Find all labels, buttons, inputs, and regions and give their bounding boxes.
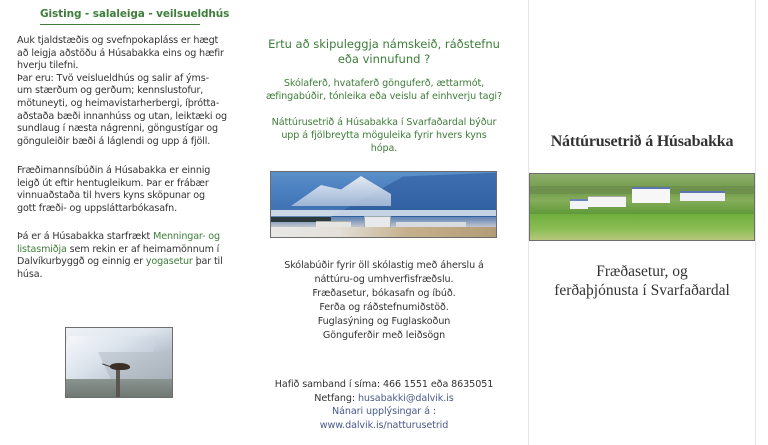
bird-photo [65,327,173,398]
text-line: Skólaferð, hvataferð gönguferð, ættarmót, [283,78,485,89]
service-item: náttúru-og umhverfisfræðslu. [314,274,454,285]
text-span: þar til húsa. [17,256,223,280]
left-panel [0,0,256,445]
service-item: Gönguferðir með leiðsögn [322,330,446,341]
winter-buildings-photo [270,171,497,238]
section-heading: Gisting - salaleiga - veilsueldhús [40,8,200,25]
text-line: leigð út eftir hentugleikum. Þar er frábær [17,177,209,189]
text-line: æfingabúðir, tónleika eða veislu af einhverju tagi? [265,91,502,102]
activities-text [256,77,512,103]
text-line: hópa. [370,143,398,154]
text-line: hverju tilefni. [17,60,79,72]
website-link[interactable]: www.dalvik.is/natturusetrid [319,419,449,431]
text-line: vinnuaðstaða til hvers kyns sköpunar og [17,190,205,202]
offer-text [256,116,512,155]
text-line: aðstaða bæði innanhúss og utan, leiktæki og [17,110,227,122]
services-list [256,259,512,343]
email-label: Netfang: [314,392,358,404]
scholar-apartment-paragraph [17,165,235,215]
cover-subtitle [529,262,755,300]
email-link[interactable]: husabakki@dalvik.is [357,392,454,404]
text-line: að leigja aðstöðu á Húsabakka eins og hæfir [17,47,224,59]
text-line: Auk tjaldstæðis og svefnpokapláss er hægt [17,35,219,46]
text-line: um stærðum og gerðum; kennslustofur, [17,85,204,97]
text-line: upp á fjölbreytta möguleika fyrir hvers kyns [281,130,487,141]
text-line: gott fræði- og uppsláttarbókasafn. [17,202,177,214]
phone-line: Hafið samband í síma: 466 1551 eða 8635051 [274,379,494,390]
text-line: mötuneyti, og heimavistarherbergi, íþrótta- [17,97,220,109]
accommodation-paragraph [17,35,235,148]
service-item: Fuglasýning og Fuglaskoðun [317,316,451,327]
info-label: Nánari upplýsingar á : [332,406,436,417]
text-line: Ertu að skipuleggja námskeið, ráðstefnu [268,37,500,51]
yoga-center-highlight: yogasetur [145,256,193,268]
text-line: sundlaug í næsta nágrenni, göngustígar og [17,123,218,135]
text-line: Fræðimannsíbúðin á Húsabakka er einnig [17,165,211,176]
text-line: eða vinnufund ? [337,51,431,66]
text-line: gönguleiðir bæði á láglendi og upp á fjöll. [17,135,211,147]
email-line [256,392,512,406]
text-span: Þá er á Húsabakka starfrækt [17,231,154,242]
green-field-photo [529,173,755,241]
planning-question [256,37,512,66]
text-line: Þar eru: Tvö veislueldhús og salir af ýms- [17,72,209,84]
contact-block [256,378,512,432]
text-line: Fræðasetur, og [596,263,688,280]
service-item: Skólabúðir fyrir öll skólastig með áherslu á [284,260,484,271]
service-item: Ferða og ráðstefnumiðstöð. [319,302,449,313]
cover-title: Náttúrusetrið á Húsabakka [550,133,734,150]
text-line: ferðaþjónusta í Svarfaðardal [554,282,730,299]
service-item: Fræðasetur, bókasafn og íbúð. [312,288,456,299]
cover-panel [528,0,756,445]
culture-workshop-highlight: Menningar- og listasmiðja [17,231,220,255]
culture-paragraph [17,231,235,281]
text-span: sem rekin er af heimamönnum í Dalvíkurbyggð og einnig er [17,243,220,268]
text-line: Náttúrusetrið á Húsabakka í Svarfaðardal býður [271,117,497,128]
